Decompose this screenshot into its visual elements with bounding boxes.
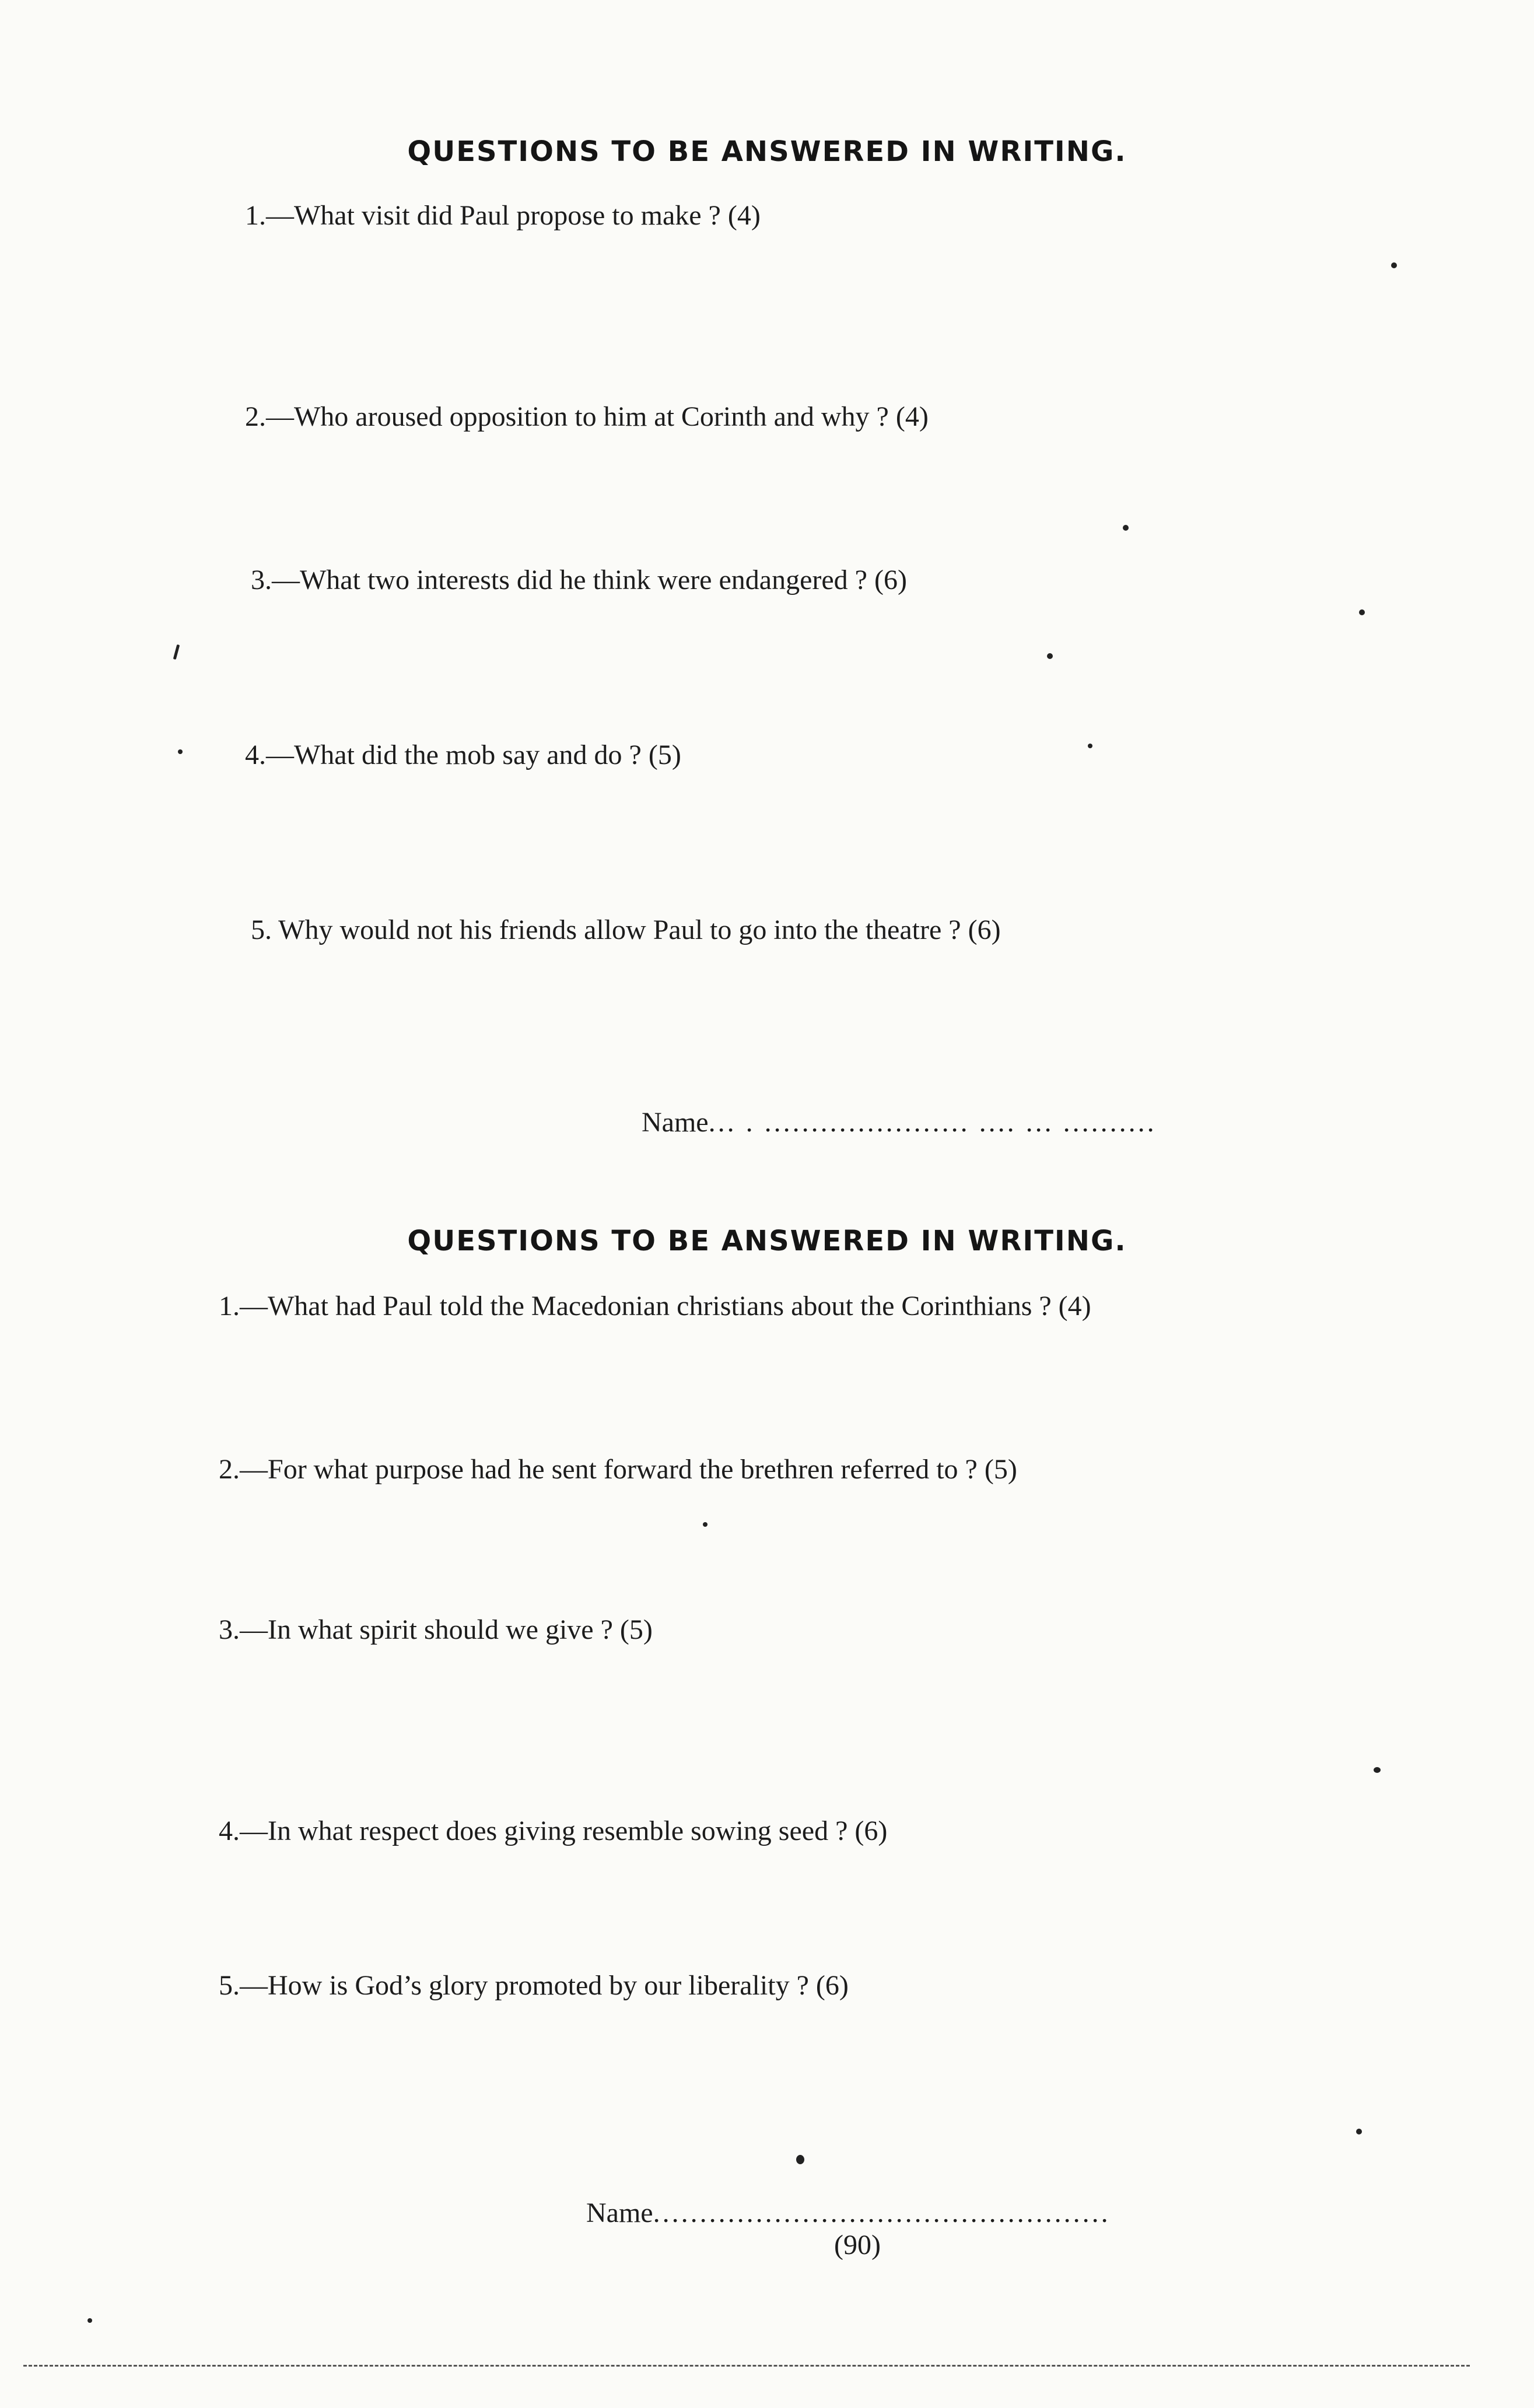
speck (1356, 2129, 1362, 2134)
s2-name-label: Name (586, 2197, 653, 2228)
s1-question-5: 5. Why would not his friends allow Paul to go into the theatre ? (6) (251, 914, 1001, 945)
section-1-heading: QUESTIONS TO BE ANSWERED IN WRITING. (407, 135, 1127, 168)
s2-question-4: 4.—In what respect does giving resemble sowing seed ? (6) (219, 1815, 888, 1846)
s2-name-line[interactable] (586, 2196, 1111, 2231)
s2-question-2: 2.—For what purpose had he sent forward the brethren referred to ? (5) (219, 1454, 1017, 1485)
s1-question-4: 4.—What did the mob say and do ? (5) (245, 739, 681, 770)
section-2-heading: QUESTIONS TO BE ANSWERED IN WRITING. (407, 1225, 1127, 1257)
s2-question-3: 3.—In what spirit should we give ? (5) (219, 1614, 653, 1645)
speck (1391, 262, 1397, 268)
s1-question-2: 2.—Who aroused opposition to him at Corinth and why ? (4) (245, 401, 929, 432)
s1-question-3: 3.—What two interests did he think were endangered ? (6) (251, 565, 907, 595)
s2-question-1: 1.—What had Paul told the Macedonian christians about the Corinthians ? (4) (219, 1291, 1091, 1322)
speck (1047, 653, 1053, 659)
s2-name-dots: ................................................. (653, 2197, 1111, 2228)
page-number: (90) (834, 2230, 881, 2260)
speck (1374, 1767, 1381, 1773)
speck (1088, 744, 1092, 748)
speck (796, 2155, 804, 2164)
speck (173, 644, 180, 660)
cut-line (23, 2365, 1470, 2367)
s1-name-line[interactable] (642, 1105, 1157, 1140)
speck (1359, 609, 1365, 615)
s2-question-5: 5.—How is God’s glory promoted by our liberality ? (6) (219, 1970, 849, 2001)
speck (703, 1522, 708, 1527)
speck (1123, 525, 1129, 531)
speck (178, 749, 183, 754)
s1-name-label: Name (642, 1107, 709, 1138)
speck (87, 2318, 92, 2323)
s1-question-1: 1.—What visit did Paul propose to make ? (4) (245, 200, 761, 231)
s1-name-dots: ... . ...................... .... ... .......... (708, 1107, 1157, 1138)
